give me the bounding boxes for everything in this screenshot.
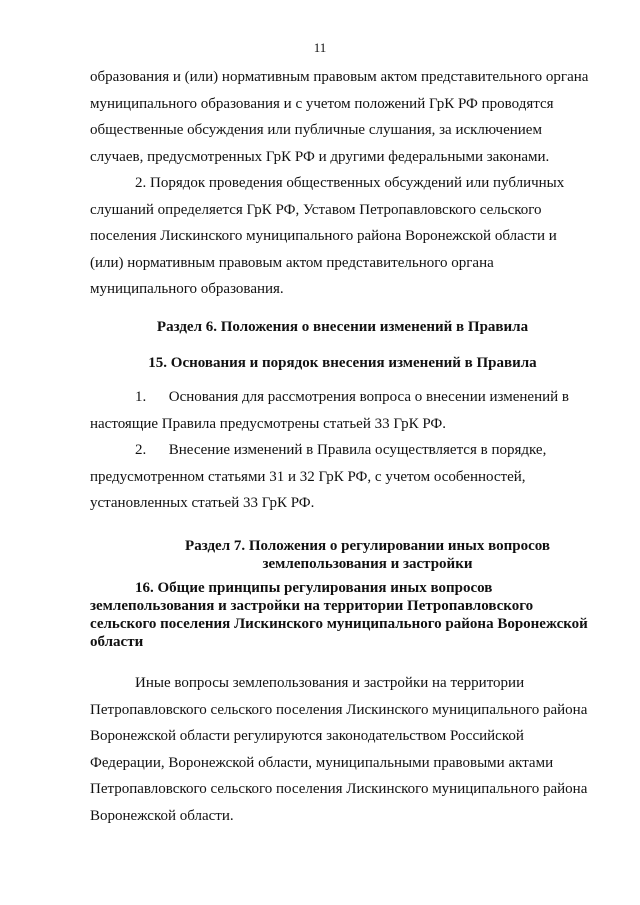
section-7-title: Раздел 7. Положения о регулировании иных вопросов землепользования и застройки bbox=[185, 538, 550, 572]
page-number: 11 bbox=[313, 40, 327, 55]
article-15-title: 15. Основания и порядок внесения изменений в Правила bbox=[148, 355, 537, 371]
article-15-item-1: 1. Основания для рассмотрения вопроса о внесении изменений в настоящие Правила предусмотрены статьей 33 ГрК РФ. bbox=[90, 389, 569, 432]
article-16-title: 16. Общие принципы регулирования иных вопросов землепользования и застройки на территории Петропавловского сельского поселения Лискинского муниципального района Воронежской области bbox=[90, 580, 588, 650]
section-6-title: Раздел 6. Положения о внесении изменений в Правила bbox=[156, 319, 529, 335]
article-16-paragraph: Иные вопросы землепользования и застройки на территории Петропавловского сельского поселения Лискинского муниципального района Воронежской области регулируются законодательством Российской Федерации, Воронежской области, муниципальными правовыми актами Петропавловского сельского поселения Лискинского муниципального района Воронежской области. bbox=[90, 675, 588, 824]
paragraph-2-public-hearings: 2. Порядок проведения общественных обсуждений или публичных слушаний определяется ГрК РФ, Уставом Петропавловского сельского поселения Лискинского муниципального района Воронежской области и (или) нормативным правовым актом представительного органа муниципального образования. bbox=[90, 175, 565, 297]
paragraph-continuation: образования и (или) нормативным правовым актом представительного органа муниципального образования и с учетом положений ГрК РФ проводятся общественные обсуждения или публичные слушания, за исключением случаев, предусмотренных ГрК РФ и другими федеральными законами. bbox=[90, 69, 589, 165]
article-15-item-2: 2. Внесение изменений в Правила осуществляется в порядке, предусмотренном статьями 31 и 32 ГрК РФ, с учетом особенностей, установленных статьей 33 ГрК РФ. bbox=[90, 442, 547, 511]
